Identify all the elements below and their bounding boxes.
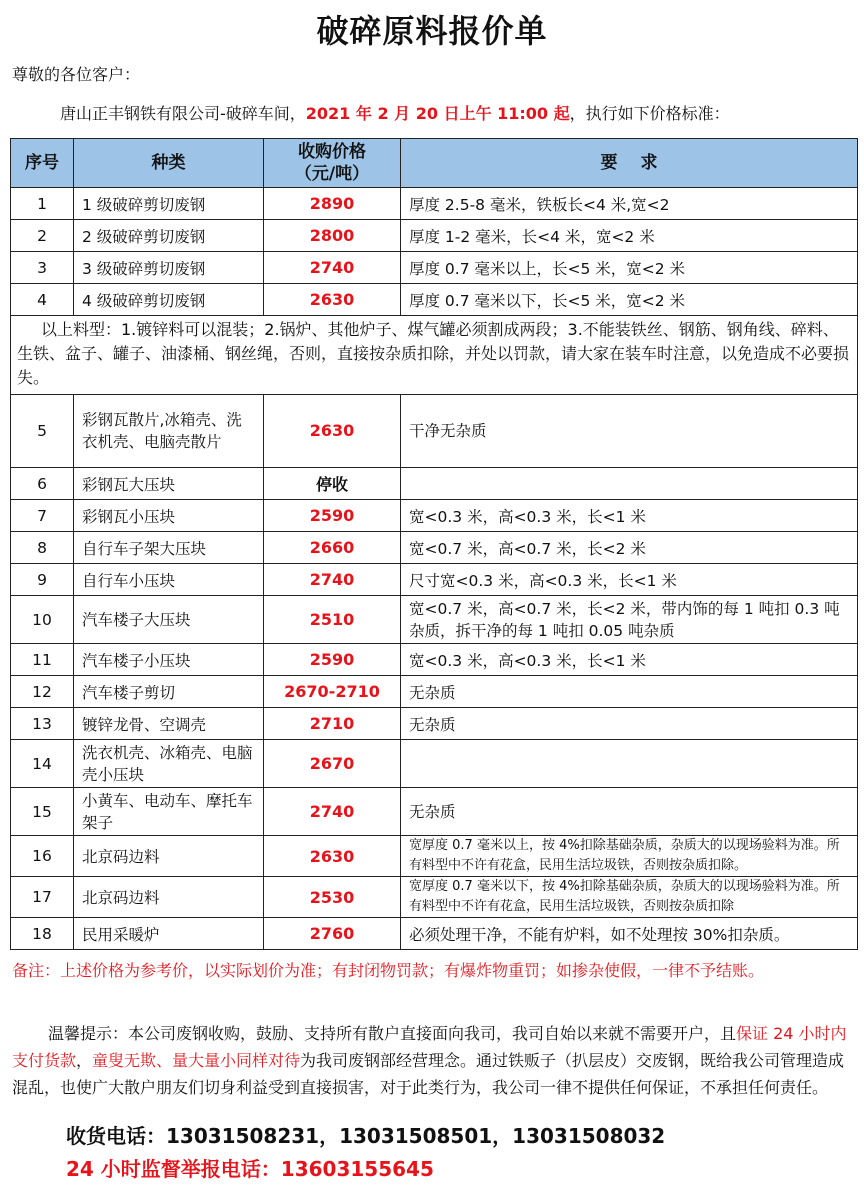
tips-paragraph [12,1020,857,1101]
header-no: 序号 [11,139,74,188]
note-row [11,316,858,395]
greeting: 尊敬的各位客户： [12,65,141,84]
row-type: 镀锌龙骨、空调壳 [74,708,264,740]
row-number: 10 [11,596,74,644]
table-row [11,708,858,740]
table-row [11,284,858,316]
row-price: 2740 [264,788,401,836]
row-type: 小黄车、电动车、摩托车架子 [74,788,264,836]
header-price-line1: 收购价格 [298,142,366,162]
row-requirement: 厚度 0.7 毫米以下，长<5 米，宽<2 米 [401,284,858,316]
row-price: 2890 [264,188,401,220]
table-row [11,220,858,252]
row-type: 自行车子架大压块 [74,532,264,564]
row-number: 3 [11,252,74,284]
table-row [11,877,858,918]
receiving-phones: 收货电话：13031508231，13031508501，13031508032 [66,1124,666,1148]
row-number: 18 [11,918,74,950]
table-row [11,252,858,284]
table-header-row [11,139,858,188]
row-type: 彩钢瓦大压块 [74,468,264,500]
row-type: 民用采暖炉 [74,918,264,950]
row-requirement [401,740,858,788]
table-row [11,468,858,500]
row-number: 9 [11,564,74,596]
header-type: 种类 [74,139,264,188]
table-row [11,740,858,788]
row-requirement: 必须处理干净，不能有炉料，如不处理按 30%扣杂质。 [401,918,858,950]
row-type: 自行车小压块 [74,564,264,596]
table-row [11,596,858,644]
row-type: 北京码边料 [74,836,264,877]
row-number: 2 [11,220,74,252]
row-requirement: 宽<0.7 米，高<0.7 米，长<2 米，带内饰的每 1 吨扣 0.3 吨杂质，拆干净的每 1 吨扣 0.05 吨杂质 [401,596,858,644]
row-type: 洗衣机壳、冰箱壳、电脑壳小压块 [74,740,264,788]
row-type: 汽车楼子小压块 [74,644,264,676]
row-price: 2630 [264,284,401,316]
row-price: 2740 [264,564,401,596]
row-number: 7 [11,500,74,532]
intro-line [60,101,730,124]
row-price: 2740 [264,252,401,284]
row-type: 汽车楼子剪切 [74,676,264,708]
row-number: 17 [11,877,74,918]
row-number: 5 [11,395,74,468]
header-price-line2: （元/吨） [294,164,370,184]
row-number: 15 [11,788,74,836]
row-requirement: 无杂质 [401,676,858,708]
row-type: 3 级破碎剪切废钢 [74,252,264,284]
row-price: 2590 [264,644,401,676]
row-requirement: 宽厚度 0.7 毫米以下，按 4%扣除基础杂质，杂质大的以现场验料为准。所有料型中不许有花盒，民用生活垃圾铁，否则按杂质扣除 [401,877,858,918]
table-row [11,788,858,836]
row-number: 14 [11,740,74,788]
row-requirement: 干净无杂质 [401,395,858,468]
table-row [11,188,858,220]
row-requirement: 厚度 1-2 毫米，长<4 米，宽<2 米 [401,220,858,252]
row-number: 16 [11,836,74,877]
table-row [11,500,858,532]
row-price: 停收 [264,468,401,500]
page-title: 破碎原料报价单 [316,12,548,50]
tips-part3: 为我司废钢部经营理念。通过铁贩子（扒层皮）交废钢，既给我公司管理造成混乱，也使广大散户朋友们切身利益受到直接损害，对于此类行为，我公司一律不提供任何保证，不承担任何责任。 [12,1051,845,1097]
row-number: 6 [11,468,74,500]
tips-highlight-payment: 保证 24 小时内支付货款 [12,1024,847,1070]
row-requirement: 宽<0.3 米，高<0.3 米，长<1 米 [401,644,858,676]
table-row [11,676,858,708]
tips-part2: ， [76,1051,93,1070]
row-type: 4 级破碎剪切废钢 [74,284,264,316]
row-price: 2630 [264,836,401,877]
row-requirement: 无杂质 [401,788,858,836]
table-row [11,564,858,596]
remark-note: 备注：上述价格为参考价，以实际划价为准；有封闭物罚款；有爆炸物重罚；如掺杂使假，一律不予结账。 [12,961,765,980]
price-table [10,138,858,950]
row-number: 1 [11,188,74,220]
table-row [11,836,858,877]
row-type: 北京码边料 [74,877,264,918]
row-price: 2760 [264,918,401,950]
row-price: 2800 [264,220,401,252]
table-row [11,644,858,676]
row-price: 2530 [264,877,401,918]
row-requirement: 无杂质 [401,708,858,740]
table-row [11,918,858,950]
row-type: 1 级破碎剪切废钢 [74,188,264,220]
row-price: 2510 [264,596,401,644]
row-number: 8 [11,532,74,564]
row-type: 汽车楼子大压块 [74,596,264,644]
row-requirement: 厚度 0.7 毫米以上，长<5 米，宽<2 米 [401,252,858,284]
header-price [264,139,401,188]
row-type: 彩钢瓦小压块 [74,500,264,532]
effective-date: 2021 年 2 月 20 日上午 11:00 起 [305,104,570,123]
intro-prefix: 唐山正丰钢铁有限公司-破碎车间， [60,104,306,123]
row-requirement: 尺寸宽<0.3 米，高<0.3 米，长<1 米 [401,564,858,596]
header-requirement: 要 求 [401,139,858,188]
row-number: 11 [11,644,74,676]
row-requirement [401,468,858,500]
row-number: 4 [11,284,74,316]
intro-suffix: ，执行如下价格标准： [569,104,730,123]
tips-part1: 温馨提示：本公司废钢收购，鼓励、支持所有散户直接面向我司，我司自始以来就不需要开户，且 [48,1024,737,1043]
row-price: 2590 [264,500,401,532]
row-type: 2 级破碎剪切废钢 [74,220,264,252]
row-type: 彩钢瓦散片,冰箱壳、洗衣机壳、电脑壳散片 [74,395,264,468]
row-requirement: 宽厚度 0.7 毫米以上，按 4%扣除基础杂质，杂质大的以现场验料为准。所有料型中不许有花盒，民用生活垃圾铁，否则按杂质扣除。 [401,836,858,877]
report-phone: 24 小时监督举报电话：13603155645 [66,1157,434,1181]
row-number: 12 [11,676,74,708]
row-price: 2630 [264,395,401,468]
table-row [11,395,858,468]
row-requirement: 厚度 2.5-8 毫米，铁板长<4 米,宽<2 [401,188,858,220]
row-requirement: 宽<0.7 米，高<0.7 米，长<2 米 [401,532,858,564]
row-requirement: 宽<0.3 米，高<0.3 米，长<1 米 [401,500,858,532]
row-price: 2710 [264,708,401,740]
row-number: 13 [11,708,74,740]
material-note: 以上料型：1.镀锌料可以混装；2.锅炉、其他炉子、煤气罐必须割成两段；3.不能装铁丝、钢筋、钢角线、碎料、生铁、盆子、罐子、油漆桶、钢丝绳，否则，直接按杂质扣除，并处以罚款，请大家在装车时注意，以免造成不必要损失。 [11,316,858,395]
row-price: 2670 [264,740,401,788]
table-row [11,532,858,564]
tips-highlight-fair: 童叟无欺、量大量小同样对待 [92,1051,301,1070]
row-price: 2670-2710 [264,676,401,708]
row-price: 2660 [264,532,401,564]
